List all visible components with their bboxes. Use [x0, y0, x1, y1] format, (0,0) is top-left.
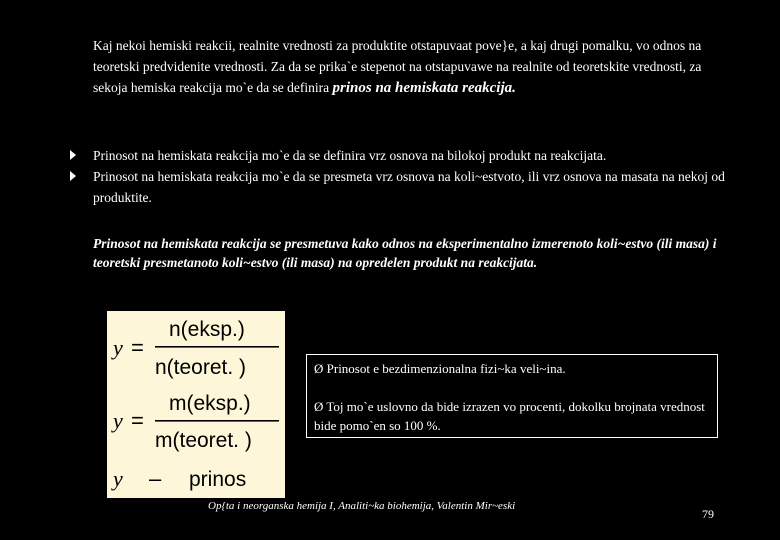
formula1-equals: =: [131, 335, 144, 360]
formula3-y: y: [113, 466, 123, 491]
bullet-item: [70, 145, 730, 166]
formula1-numerator: n(eksp.): [169, 318, 245, 341]
bullet-text: Prinosot na hemiskata reakcija mo`e da se definira vrz osnova na bilokoj produkt na reakcijata.: [93, 148, 607, 163]
yield-formula-graphic: [107, 311, 285, 498]
note-line-2: Ø Toj mo`e uslovno da bide izrazen vo procenti, dokolku brojnata vrednost bide pomo`en so 100 %.: [314, 399, 705, 433]
formula1-denominator: n(teoret. ): [155, 356, 247, 379]
note-line-1: Ø Prinosot e bezdimenzionalna fizi~ka veli~ina.: [314, 361, 566, 376]
formula1-fraction-bar: [155, 346, 279, 348]
notes-box: [306, 354, 718, 438]
formula1-y: y: [113, 335, 123, 360]
footer-text: Op{ta i neorganska hemija I, Analiti~ka biohemija, Valentin Mir~eski: [208, 500, 516, 512]
formula2-equals: =: [131, 408, 144, 433]
formula3-word: prinos: [189, 468, 247, 491]
intro-paragraph: [93, 35, 733, 99]
bullet-list: [70, 145, 730, 208]
intro-emphasis: prinos na hemiskata reakcija.: [332, 80, 516, 96]
triangle-bullet-icon: [70, 171, 76, 181]
bullet-text: Prinosot na hemiskata reakcija mo`e da se presmeta vrz osnova na koli~estvoto, ili vrz osnova na masata na nekoj od produktite.: [93, 169, 725, 205]
yield-formula-box: [107, 311, 285, 498]
formula2-y: y: [113, 408, 123, 433]
page-number: 79: [702, 507, 714, 521]
formula2-denominator: m(teoret. ): [155, 429, 252, 452]
formula3-operator: –: [149, 466, 162, 491]
formula2-numerator: m(eksp.): [169, 392, 251, 415]
bullet-item: [70, 166, 730, 208]
formula2-fraction-bar: [155, 420, 279, 422]
definition-paragraph: Prinosot na hemiskata reakcija se presmetuva kako odnos na eksperimentalno izmerenoto koli~estvo (ili masa) i teoretski presmetanoto koli~estvo (ili masa) na opredelen produkt na reakcijata.: [93, 236, 717, 270]
triangle-bullet-icon: [70, 150, 76, 160]
intro-text: Kaj nekoi hemiski reakcii, realnite vrednosti za produktite otstapuvaat pove}e, a kaj drugi pomalku, vo odnos na teoretski predvidenite vrednosti. Za da se prika`e stepenot na otstapuvawe na realnite od teoretskite vrednosti, za sekoja hemiska reakcija mo`e da se definira: [93, 38, 702, 95]
